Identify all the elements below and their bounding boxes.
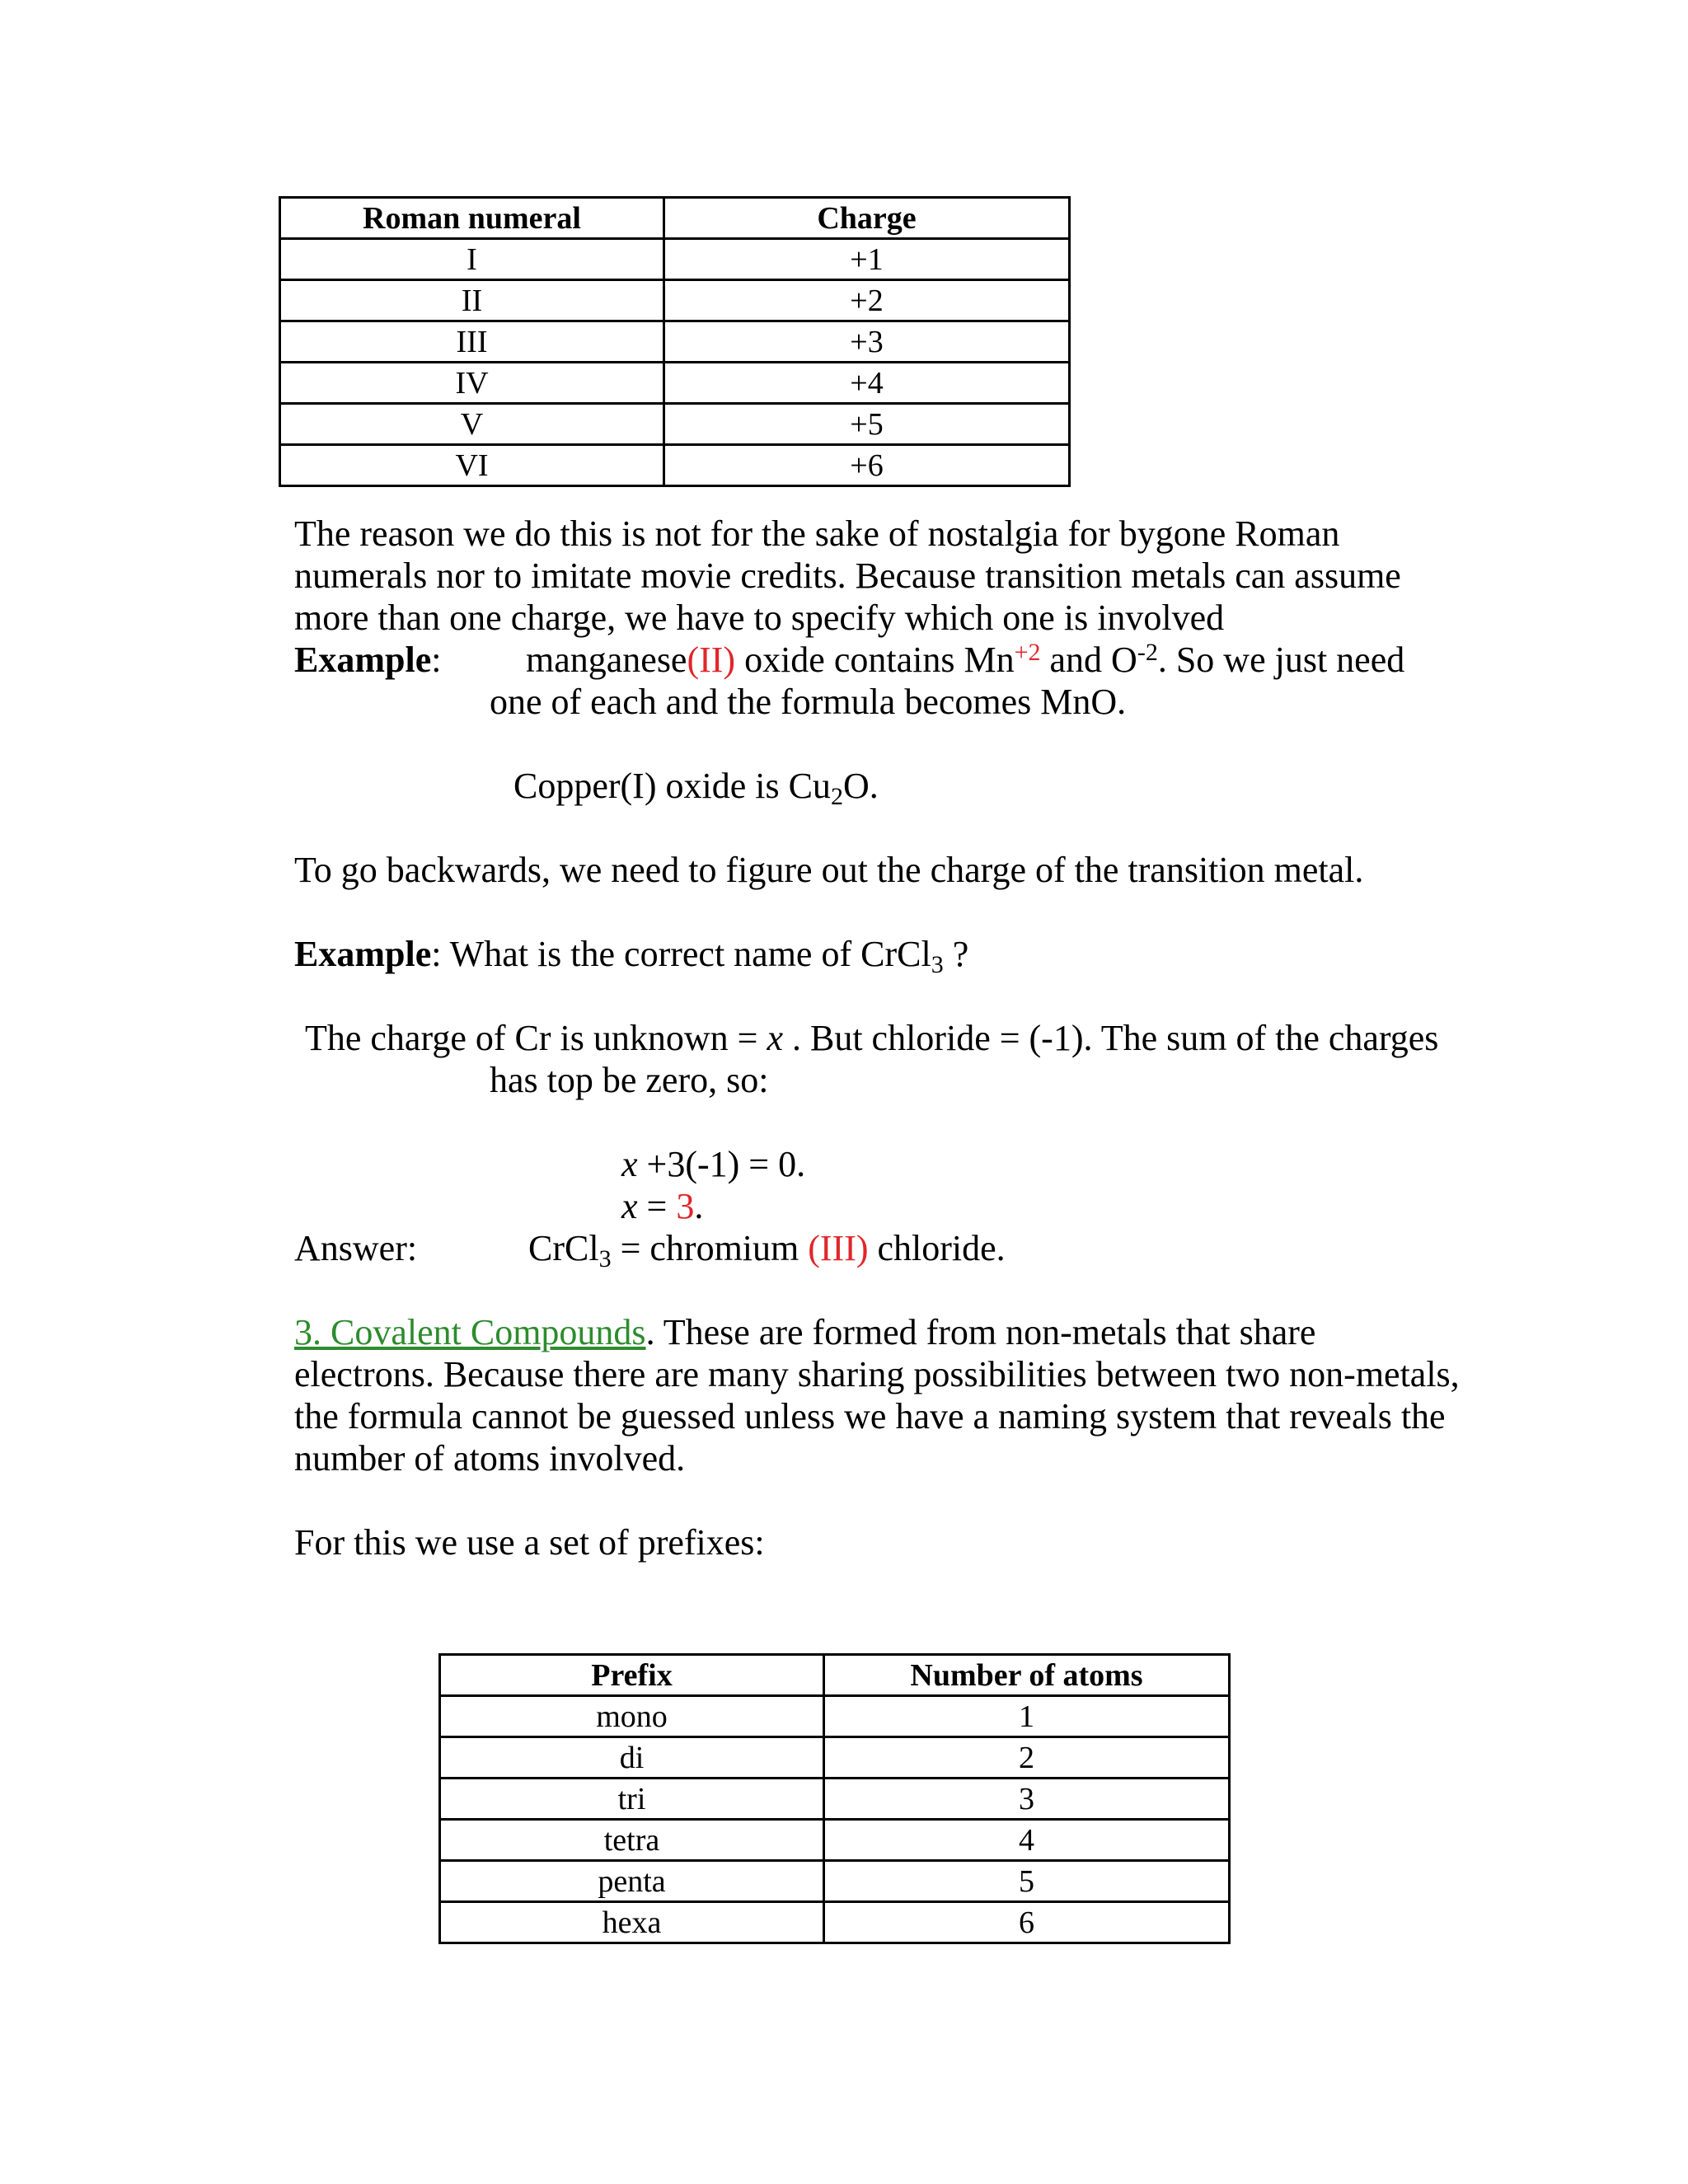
table-row [280,280,1070,321]
equation: x +3(-1) = 0. [621,1144,806,1184]
table-cell: +3 [664,321,1070,363]
roman-numeral-highlight: (III) [808,1228,869,1268]
table-header-row [280,198,1070,239]
paragraph-line: To go backwards, we need to figure out the charge of the transition metal. [294,850,1364,890]
table-cell: +6 [664,445,1070,486]
table-cell: mono [440,1696,824,1737]
table-cell: +2 [664,280,1070,321]
table-cell: tri [440,1779,824,1820]
table-row [440,1779,1230,1820]
table-cell: V [280,404,664,445]
example-label: Example: [294,640,442,680]
table-cell: penta [440,1861,824,1902]
table-cell: IV [280,363,664,404]
charge-superscript: -2 [1137,639,1158,666]
charge-superscript: +2 [1014,639,1041,666]
table-cell: +5 [664,404,1070,445]
roman-numeral-table [279,196,1071,487]
paragraph-line: numerals nor to imitate movie credits. Because transition metals can assume [294,555,1401,596]
column-header: Number of atoms [824,1655,1230,1696]
roman-numeral-highlight: (II) [687,640,736,680]
table-cell: 3 [824,1779,1230,1820]
table-cell: di [440,1737,824,1779]
table-cell: 6 [824,1902,1230,1943]
paragraph-line: number of atoms involved. [294,1438,686,1479]
table-row [440,1902,1230,1943]
table-row [280,321,1070,363]
table-cell: II [280,280,664,321]
column-header: Roman numeral [280,198,664,239]
equation: x = 3. [621,1186,704,1226]
table-cell: VI [280,445,664,486]
table-row [440,1820,1230,1861]
column-header: Prefix [440,1655,824,1696]
section-heading-link[interactable]: 3. Covalent Compounds [294,1312,646,1352]
paragraph-line: has top be zero, so: [490,1060,769,1100]
table-row [280,445,1070,486]
example-question: Example: What is the correct name of CrCl$_3$ ? [294,934,969,978]
table-cell: 5 [824,1861,1230,1902]
table-cell: +1 [664,239,1070,280]
table-row [440,1861,1230,1902]
table-header-row [440,1655,1230,1696]
table-cell: I [280,239,664,280]
paragraph-line: electrons. Because there are many sharing possibilities between two non-metals, [294,1354,1460,1394]
paragraph-line: 3. Covalent Compounds. These are formed from non-metals that share [294,1312,1316,1352]
table-cell: +4 [664,363,1070,404]
table-cell: hexa [440,1902,824,1943]
table-row [280,239,1070,280]
column-header: Charge [664,198,1070,239]
table-cell: 1 [824,1696,1230,1737]
paragraph-line: the formula cannot be guessed unless we have a naming system that reveals the [294,1396,1446,1436]
paragraph-line: more than one charge, we have to specify which one is involved [294,598,1225,638]
table-row [440,1737,1230,1779]
table-cell: III [280,321,664,363]
answer-label: Answer: [294,1228,418,1268]
example-text: manganese(II) oxide contains $Mn^{+2}$ and $O^{-2}$. So we just need [526,639,1405,680]
table-row [440,1696,1230,1737]
copper-example: Copper(I) oxide is $Cu_2O$. [513,766,879,810]
paragraph-line: For this we use a set of prefixes: [294,1522,765,1563]
paragraph-line: The charge of Cr is unknown = x . But chloride = (-1). The sum of the charges [305,1018,1439,1058]
table-cell: 4 [824,1820,1230,1861]
table-row [280,363,1070,404]
table-row [280,404,1070,445]
paragraph-line: The reason we do this is not for the sake of nostalgia for bygone Roman [294,513,1340,554]
answer-text: CrCl$_3$ = chromium (III) chloride. [528,1228,1006,1272]
example-text: one of each and the formula becomes MnO. [490,682,1127,722]
table-cell: 2 [824,1737,1230,1779]
table-cell: tetra [440,1820,824,1861]
prefix-table [438,1653,1231,1944]
